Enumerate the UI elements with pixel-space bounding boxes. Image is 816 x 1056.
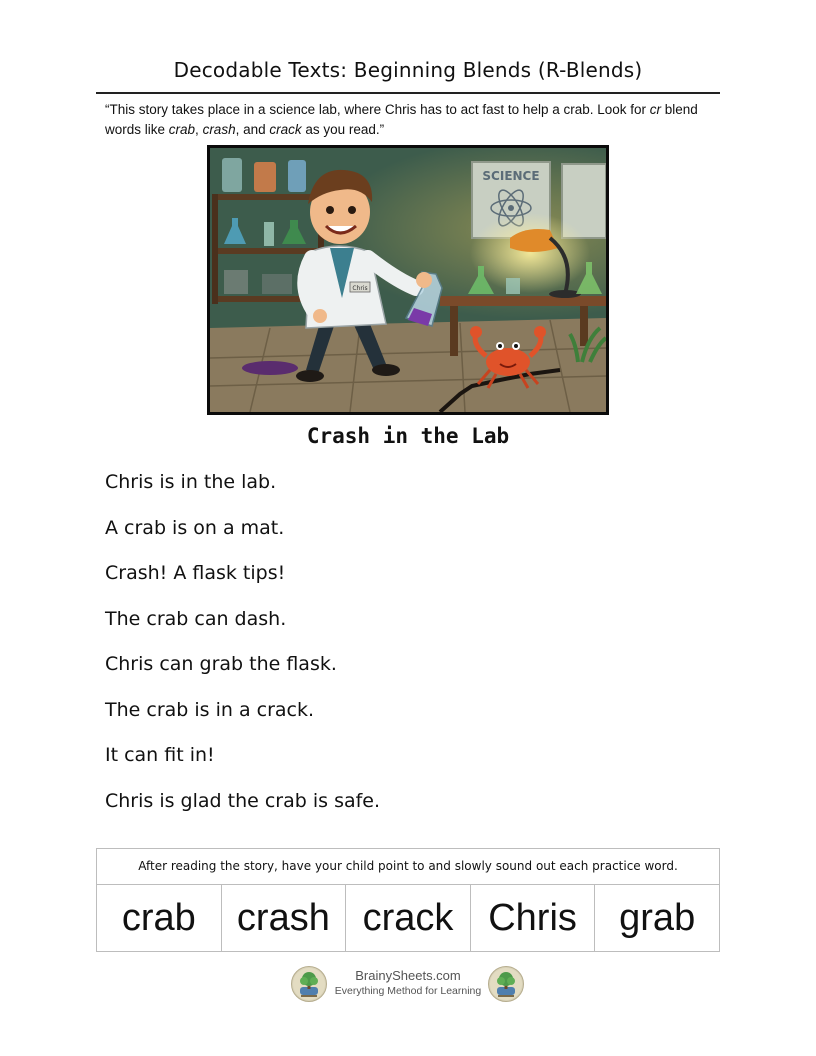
story-line: The crab is in a crack. [105,698,315,721]
page-title: Decodable Texts: Beginning Blends (R-Blends) [173,58,643,82]
story-line: Chris is in the lab. [105,471,277,493]
practice-word-grab: grab [619,897,696,939]
story-line: Crash! A flask tips! [105,562,286,584]
footer-tagline: Everything Method for Learning [334,985,482,997]
intro-paragraph [105,100,715,140]
intro-word-cr: cr [649,102,662,117]
lab-scene [210,148,606,412]
intro-text-3: as you read.” [301,122,385,137]
intro-sep-1: , [195,122,203,137]
practice-words-table [96,848,720,952]
story-text [105,468,705,832]
title-divider [96,92,720,94]
practice-instruction: After reading the story, have your child point to and slowly sound out each practice word. [97,849,719,885]
story-illustration [207,145,609,415]
badge-label: Chris [352,285,368,292]
practice-word-crash: crash [222,885,347,952]
intro-word-crab: crab [168,122,196,137]
tree-globe-logo-icon [291,966,327,1002]
practice-word-crack: crack [346,885,471,952]
tree-globe-logo-icon [488,966,524,1002]
spill-puddle [242,361,298,375]
intro-text-1: “This story takes place in a science lab, where Chris has to act fast to help a crab. Look for [105,102,650,117]
story-title: Crash in the Lab [306,424,510,448]
intro-text-2: blend words like [105,102,698,137]
story-line: Chris is glad the crab is safe. [105,789,381,812]
practice-word-row [97,885,719,952]
intro-word-crash: crash [202,122,236,137]
footer-branding [330,968,486,998]
story-line: It can fit in! [105,744,215,766]
story-line: A crab is on a mat. [105,516,285,539]
intro-sep-2: , and [235,122,270,137]
footer [0,964,816,1004]
practice-word-crab: crab [97,885,222,952]
footer-site: BrainySheets.com [355,968,461,983]
practice-word-chris: Chris [471,885,596,952]
intro-word-crack: crack [269,122,302,137]
story-line: The crab can dash. [105,607,287,630]
poster-label: SCIENCE [482,169,540,183]
story-line: Chris can grab the flask. [105,653,337,675]
